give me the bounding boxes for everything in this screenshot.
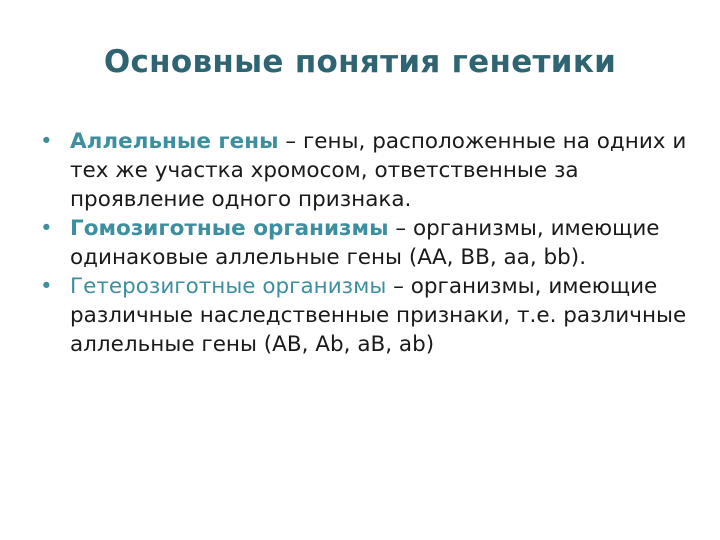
- bullet-marker-icon: •: [40, 216, 53, 241]
- bullet-marker-icon: •: [40, 274, 53, 299]
- term-heterozygous-organisms: Гетерозиготные организмы: [70, 274, 387, 299]
- term-homozygous-organisms: Гомозиготные организмы: [70, 216, 389, 241]
- definition-homozygous-organisms: – организмы, имеющие одинаковые аллельные гены (АА, ВВ, аа, bb).: [70, 216, 660, 270]
- bullet-marker-icon: •: [40, 129, 53, 154]
- definition-allelic-genes: – гены, расположенные на одних и тех же участка хромосом, ответственные за проявление одного признака.: [70, 129, 687, 212]
- slide-title: Основные понятия генетики: [103, 44, 617, 80]
- definition-heterozygous-organisms: – организмы, имеющие различные наследственные признаки, т.е. различные аллельные гены (АВ, Аb, аВ, аb): [70, 274, 687, 357]
- list-item: [38, 127, 698, 214]
- list-item: [38, 214, 698, 272]
- term-allelic-genes: Аллельные гены: [70, 129, 279, 154]
- list-item: [38, 272, 698, 359]
- definition-list: [38, 127, 698, 359]
